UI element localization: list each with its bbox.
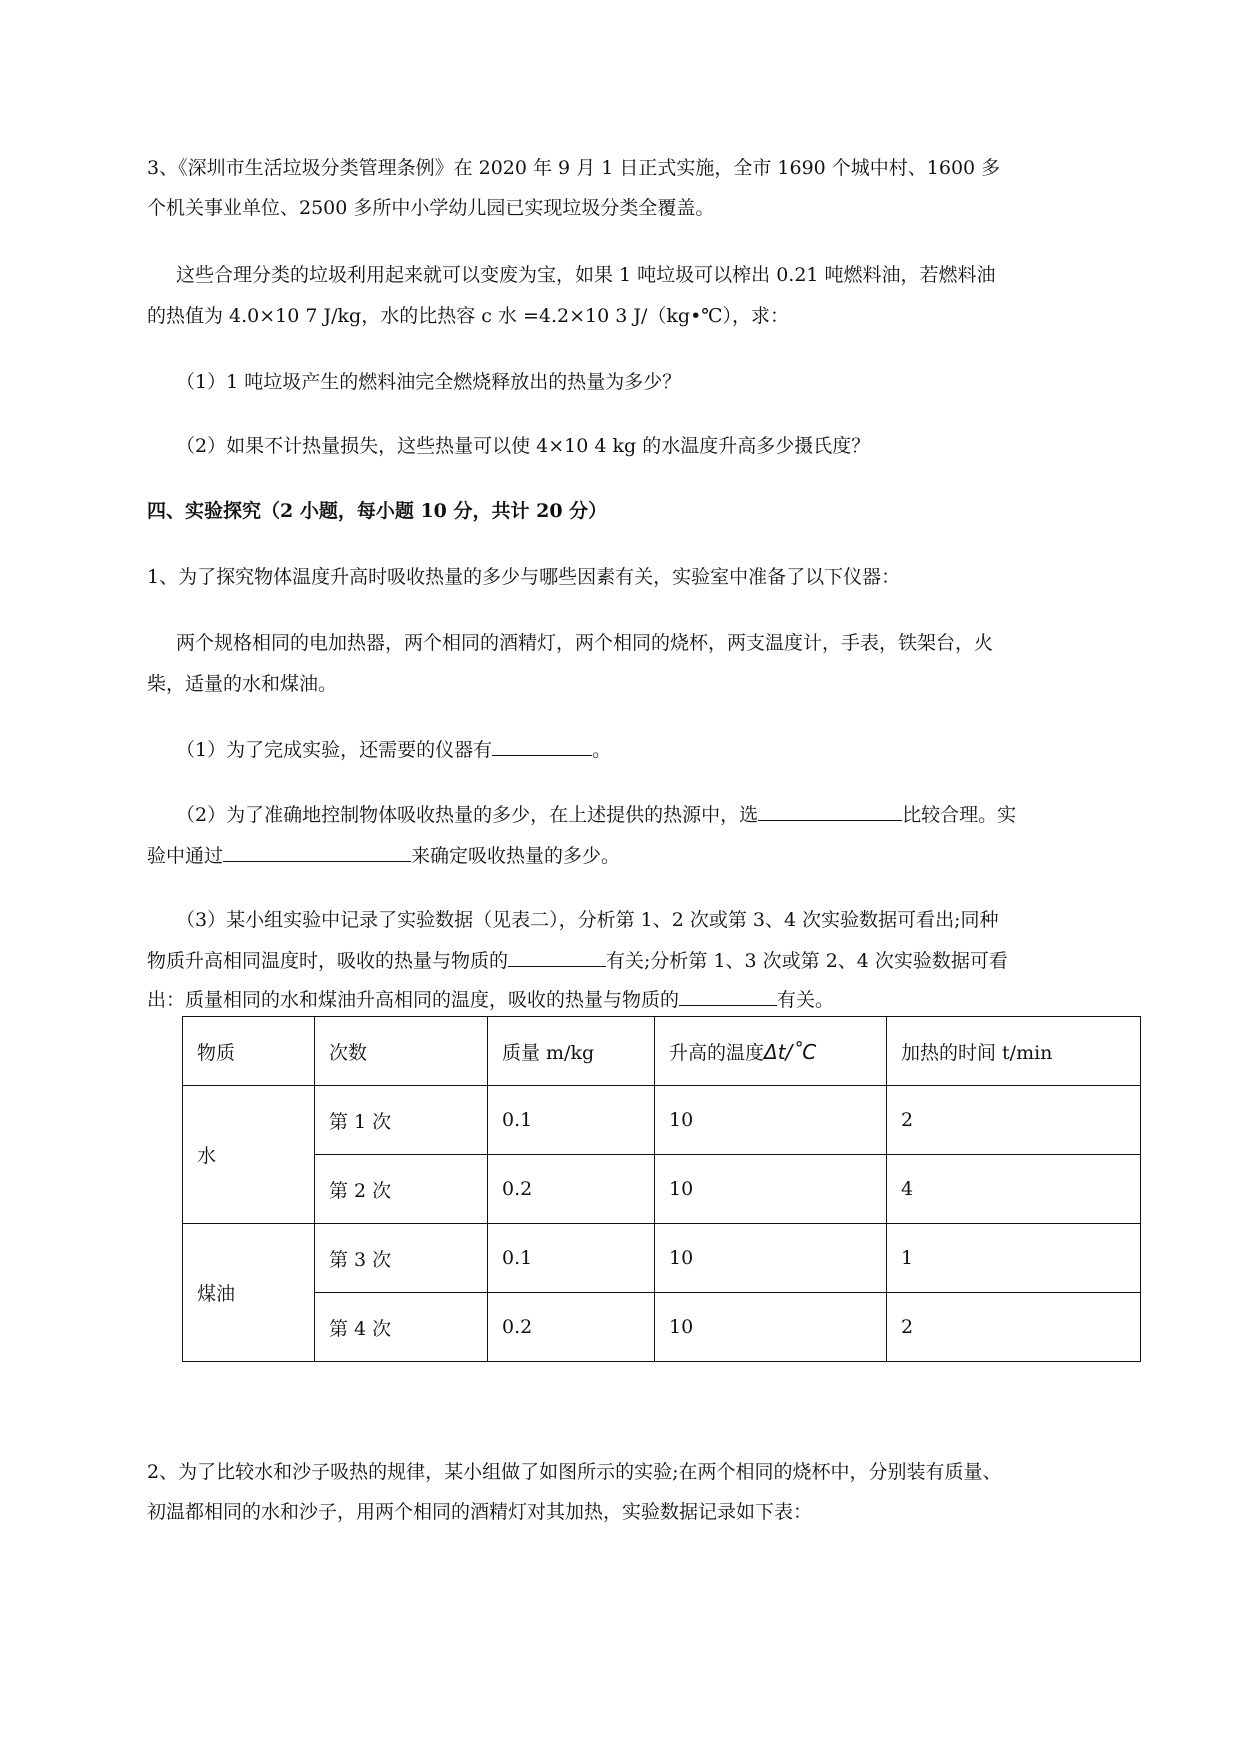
exp1-q3-text-c: 出：质量相同的水和煤油升高相同的温度，吸收的热量与物质的 [147, 989, 680, 1011]
answer-blank-1[interactable] [492, 735, 592, 756]
exp1-question-3-line1: （3）某小组实验中记录了实验数据（见表二），分析第 1、2 次或第 3、4 次实验数据可看出;同种 [176, 909, 999, 931]
exp1-question-3-line3 [147, 985, 834, 1014]
header-temp-rise-label: 升高的温度 [669, 1041, 765, 1064]
mass-cell: 0.2 [488, 1155, 655, 1224]
exp1-q3-text-a: 物质升高相同温度时，吸收的热量与物质的 [147, 950, 509, 972]
exp1-q1-text: （1）为了完成实验，还需要的仪器有 [176, 739, 493, 761]
substance-water: 水 [183, 1086, 315, 1224]
header-temp-rise [655, 1017, 887, 1086]
exp1-question-1 [176, 735, 611, 764]
time-cell: 2 [887, 1086, 1141, 1155]
answer-blank-5[interactable] [679, 985, 777, 1006]
q3-intro-line2: 个机关事业单位、2500 多所中小学幼儿园已实现垃圾分类全覆盖。 [147, 197, 715, 219]
q3-body-line1: 这些合理分类的垃圾利用起来就可以变废为宝，如果 1 吨垃圾可以榨出 0.21 吨燃料油，若燃料油 [176, 264, 996, 286]
temp-rise-cell: 10 [655, 1086, 887, 1155]
trial-cell: 第 4 次 [315, 1293, 488, 1362]
exp2-line1: 2、为了比较水和沙子吸热的规律，某小组做了如图所示的实验;在两个相同的烧杯中，分别装有质量、 [147, 1461, 1002, 1483]
exp1-q3-text-d: 有关。 [777, 989, 835, 1011]
header-trial: 次数 [315, 1017, 488, 1086]
exp1-equipment-line1: 两个规格相同的电加热器，两个相同的酒精灯，两个相同的烧杯，两支温度计，手表，铁架台，火 [176, 632, 994, 654]
mass-cell: 0.1 [488, 1086, 655, 1155]
q3-sub-question-2: （2）如果不计热量损失，这些热量可以使 4×10 4 kg 的水温度升高多少摄氏度？ [176, 435, 871, 457]
answer-blank-4[interactable] [508, 946, 606, 967]
table-row [183, 1086, 1141, 1155]
table-row [183, 1224, 1141, 1293]
time-cell: 2 [887, 1293, 1141, 1362]
answer-blank-3[interactable] [223, 841, 411, 862]
table-row [183, 1155, 1141, 1224]
exp1-question-2-line2 [147, 841, 620, 870]
table-row [183, 1293, 1141, 1362]
exp1-q2-text-a: （2）为了准确地控制物体吸收热量的多少，在上述提供的热源中，选 [176, 804, 759, 826]
exp2-line2: 初温都相同的水和沙子，用两个相同的酒精灯对其加热，实验数据记录如下表： [147, 1501, 813, 1523]
exp1-q3-text-b: 有关;分析第 1、3 次或第 2、4 次实验数据可看 [606, 950, 1008, 972]
mass-cell: 0.1 [488, 1224, 655, 1293]
header-heating-time: 加热的时间 t/min [887, 1017, 1141, 1086]
trial-cell: 第 3 次 [315, 1224, 488, 1293]
time-cell: 1 [887, 1224, 1141, 1293]
q3-body-line2: 的热值为 4.0×10 7 J/kg，水的比热容 c 水 =4.2×10 3 J/（kg•℃），求： [147, 305, 790, 327]
section-heading: 四、实验探究（2 小题，每小题 10 分，共计 20 分） [147, 500, 608, 522]
temp-rise-cell: 10 [655, 1155, 887, 1224]
exp1-question-2-line1 [176, 800, 1016, 829]
trial-cell: 第 2 次 [315, 1155, 488, 1224]
exp1-q1-end: 。 [592, 739, 612, 761]
mass-cell: 0.2 [488, 1293, 655, 1362]
header-substance: 物质 [183, 1017, 315, 1086]
q3-sub-question-1: （1）1 吨垃圾产生的燃料油完全燃烧释放出的热量为多少？ [176, 371, 682, 393]
exp1-q2-text-c: 验中通过 [147, 845, 224, 867]
q3-intro-line1: 3、《深圳市生活垃圾分类管理条例》在 2020 年 9 月 1 日正式实施，全市 1690 个城中村、1600 多 [147, 157, 1001, 179]
substance-kerosene: 煤油 [183, 1224, 315, 1362]
data-table [182, 1016, 1141, 1362]
answer-blank-2[interactable] [758, 800, 902, 821]
exp1-q2-text-b: 比较合理。实 [902, 804, 1017, 826]
exp1-q2-text-d: 来确定吸收热量的多少。 [411, 845, 621, 867]
header-mass: 质量 m/kg [488, 1017, 655, 1086]
exp1-intro: 1、为了探究物体温度升高时吸收热量的多少与哪些因素有关，实验室中准备了以下仪器： [147, 566, 901, 588]
time-cell: 4 [887, 1155, 1141, 1224]
delta-t-unit: Δt/˚C [764, 1039, 817, 1064]
exp1-equipment-line2: 柴，适量的水和煤油。 [147, 673, 338, 695]
temp-rise-cell: 10 [655, 1293, 887, 1362]
exp1-question-3-line2 [147, 946, 1008, 975]
trial-cell: 第 1 次 [315, 1086, 488, 1155]
table-header-row [183, 1017, 1141, 1086]
temp-rise-cell: 10 [655, 1224, 887, 1293]
